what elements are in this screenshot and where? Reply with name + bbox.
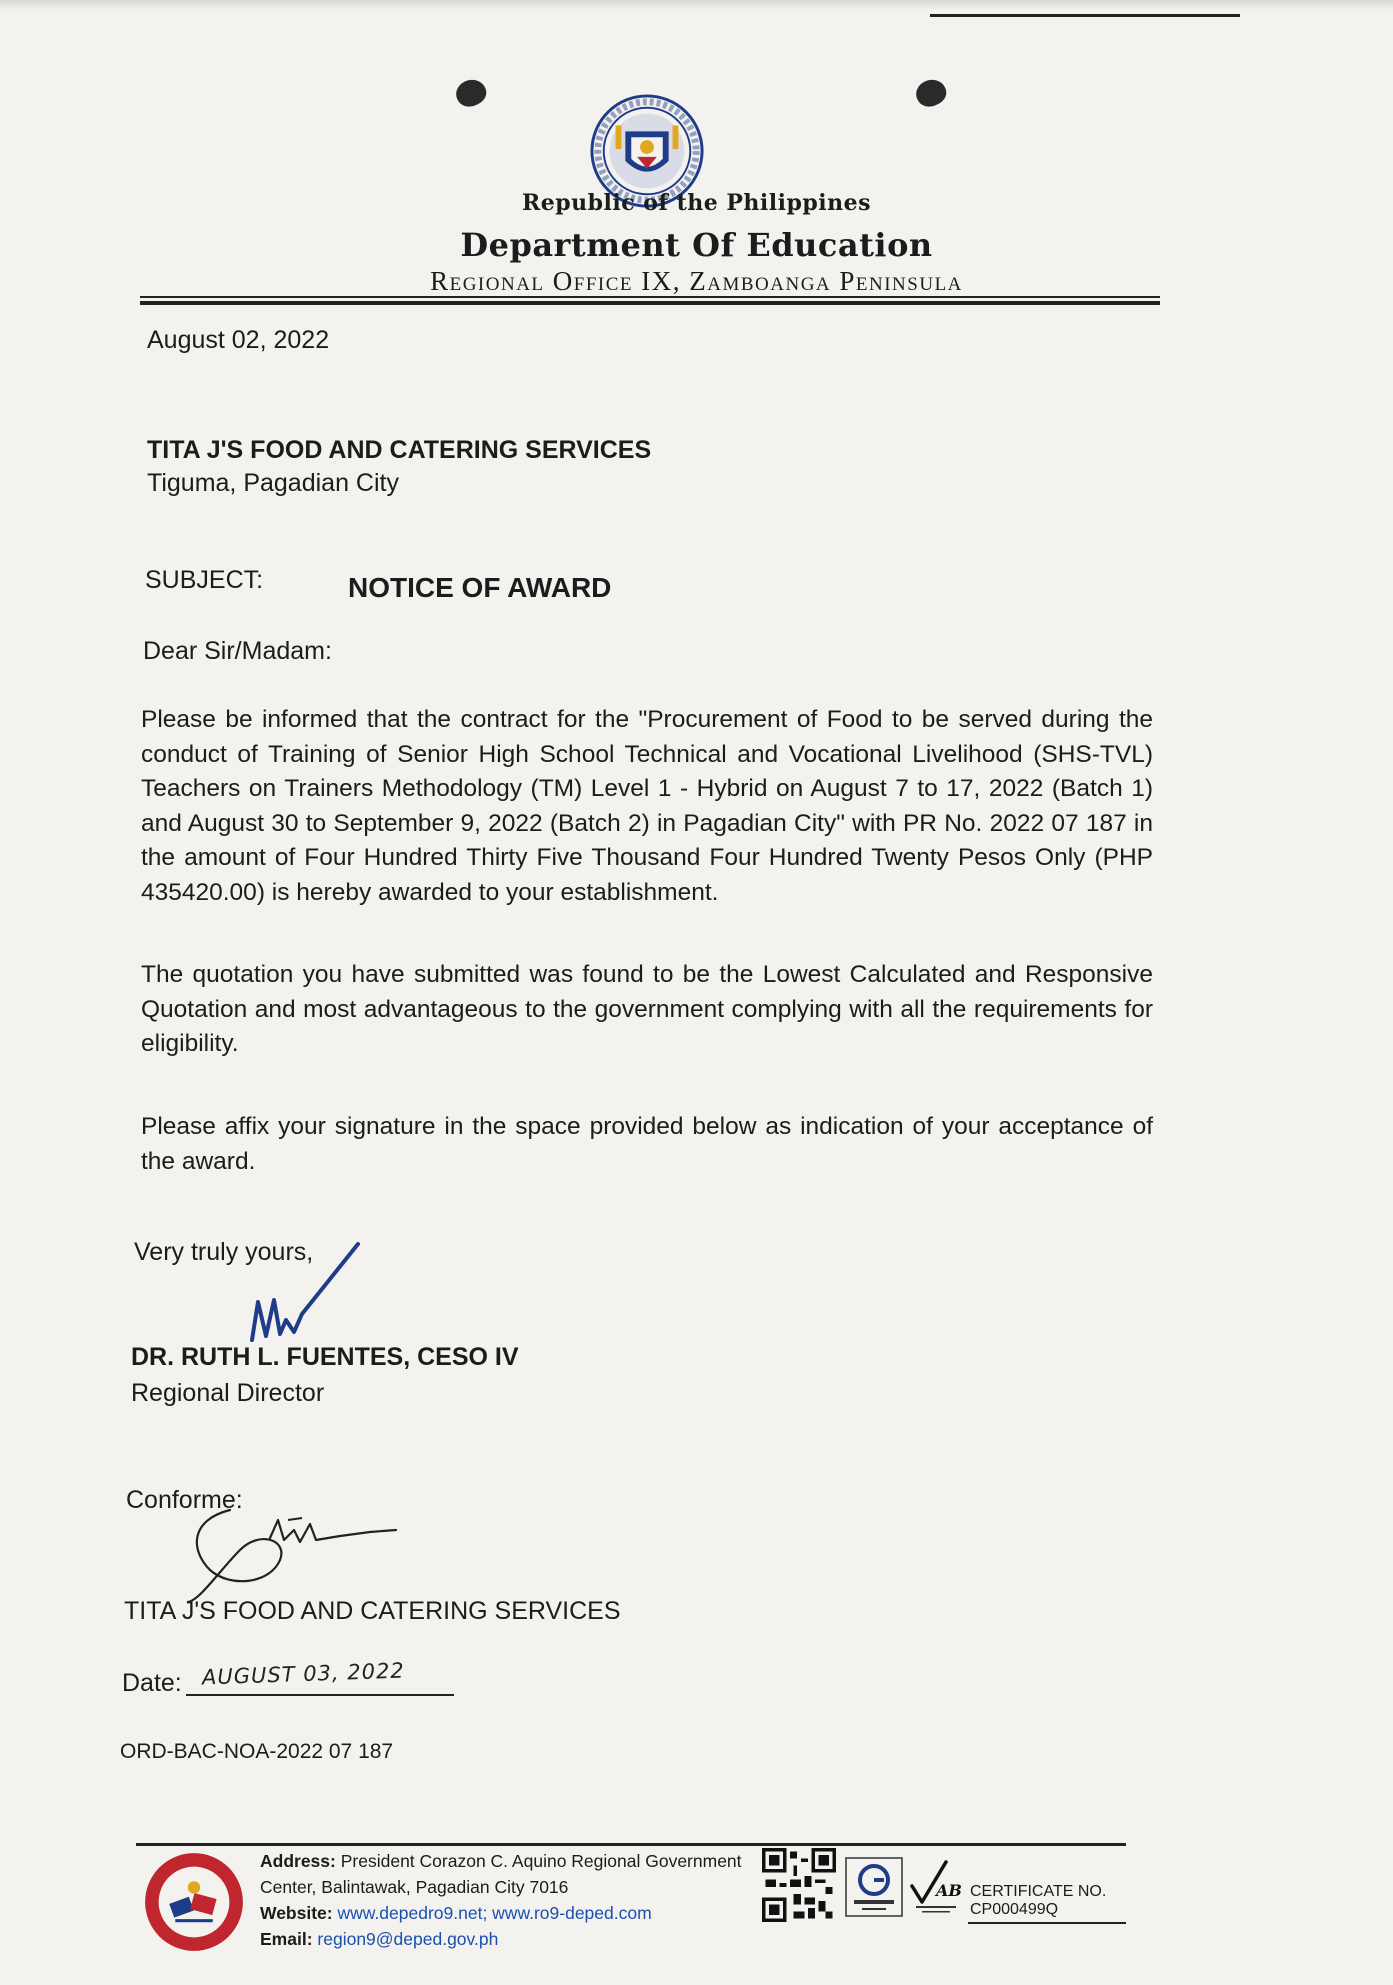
scan-top-line <box>930 14 1240 17</box>
footer-email-link[interactable]: region9@deped.gov.ph <box>317 1929 499 1949</box>
footer-website-line <box>260 1900 760 1926</box>
body-paragraph-1: Please be informed that the contract for the "Procurement of Food to be served during the conduct of Training of Senior High School Technical and Vocational Livelihood (SHS-TVL) Teachers on Trainers Methodology (TM) Level 1 - Hybrid on August 7 to 17, 2022 (Batch 1) and August 30 to September 9, 2022 (Batch 2) in Pagadian City" with PR No. 2022 07 187 in the amount of Four Hundred Thirty Five Thousand Four Hundred Twenty Pesos Only (PHP 435420.00) is hereby awarded to your establishment. <box>141 706 1153 906</box>
signatory-title: Regional Director <box>131 1379 325 1407</box>
header-republic: Republic of the Philippines <box>521 190 872 216</box>
certificate-block <box>970 1883 1106 1919</box>
date-label: Date: <box>122 1669 182 1697</box>
footer-email-line <box>260 1926 760 1952</box>
footer-address-label: Address: <box>260 1851 336 1871</box>
director-signature-icon <box>240 1240 370 1350</box>
certificate-number: CP000499Q <box>970 1901 1059 1918</box>
uk-accreditation-icon <box>906 1856 966 1918</box>
closing: Very truly yours, <box>134 1238 314 1266</box>
recipient-name: TITA J'S FOOD AND CATERING SERVICES <box>147 436 652 464</box>
footer-address-block <box>260 1848 760 1952</box>
header-rule-thin <box>140 296 1160 298</box>
footer-website-label: Website: <box>260 1903 333 1923</box>
certificate-label: CERTIFICATE NO. <box>970 1883 1107 1900</box>
header-region: Regional Office IX, Zamboanga Peninsula <box>430 266 963 296</box>
deped-regional-logo-icon <box>142 1850 246 1954</box>
footer-rule <box>136 1843 1126 1846</box>
date-signature-line <box>186 1694 454 1696</box>
date-handwritten: AUGUST 03, 2022 <box>201 1658 406 1690</box>
svg-text:AB: AB <box>936 1881 962 1900</box>
subject-label: SUBJECT: <box>145 566 264 594</box>
conforme-signature-icon <box>170 1490 410 1610</box>
socotec-certification-icon <box>844 1856 904 1918</box>
conforme-company: TITA J'S FOOD AND CATERING SERVICES <box>124 1597 621 1625</box>
footer-address-line-1 <box>260 1848 760 1874</box>
recipient-address: Tiguma, Pagadian City <box>147 469 399 497</box>
punch-hole-right <box>912 75 950 111</box>
footer-email-label: Email: <box>260 1929 313 1949</box>
header-rule-thick <box>140 301 1160 305</box>
footer-address-line-2: Center, Balintawak, Pagadian City 7016 <box>260 1877 569 1897</box>
reference-number: ORD-BAC-NOA-2022 07 187 <box>120 1740 394 1763</box>
letter-date: August 02, 2022 <box>147 326 330 354</box>
salutation: Dear Sir/Madam: <box>143 637 332 665</box>
signatory-name: DR. RUTH L. FUENTES, CESO IV <box>131 1343 519 1371</box>
qr-code-icon <box>762 1848 836 1922</box>
header-department: Department Of Education <box>460 226 933 264</box>
subject-text: NOTICE OF AWARD <box>348 572 612 603</box>
conforme-label: Conforme: <box>126 1486 243 1514</box>
footer-website-link[interactable]: www.depedro9.net; www.ro9-deped.com <box>337 1903 652 1923</box>
punch-hole-left <box>452 75 490 111</box>
body-paragraph-3: Please affix your signature in the space provided below as indication of your acceptance of the award. <box>141 1113 1153 1175</box>
footer-address-value-1: President Corazon C. Aquino Regional Government <box>340 1851 742 1871</box>
body-paragraph-2: The quotation you have submitted was found to be the Lowest Calculated and Responsive Quotation and most advantageous to the government complying with all the requirements for eligibility. <box>141 961 1153 1057</box>
certificate-underline <box>968 1922 1126 1924</box>
scan-top-edge <box>0 0 1393 10</box>
